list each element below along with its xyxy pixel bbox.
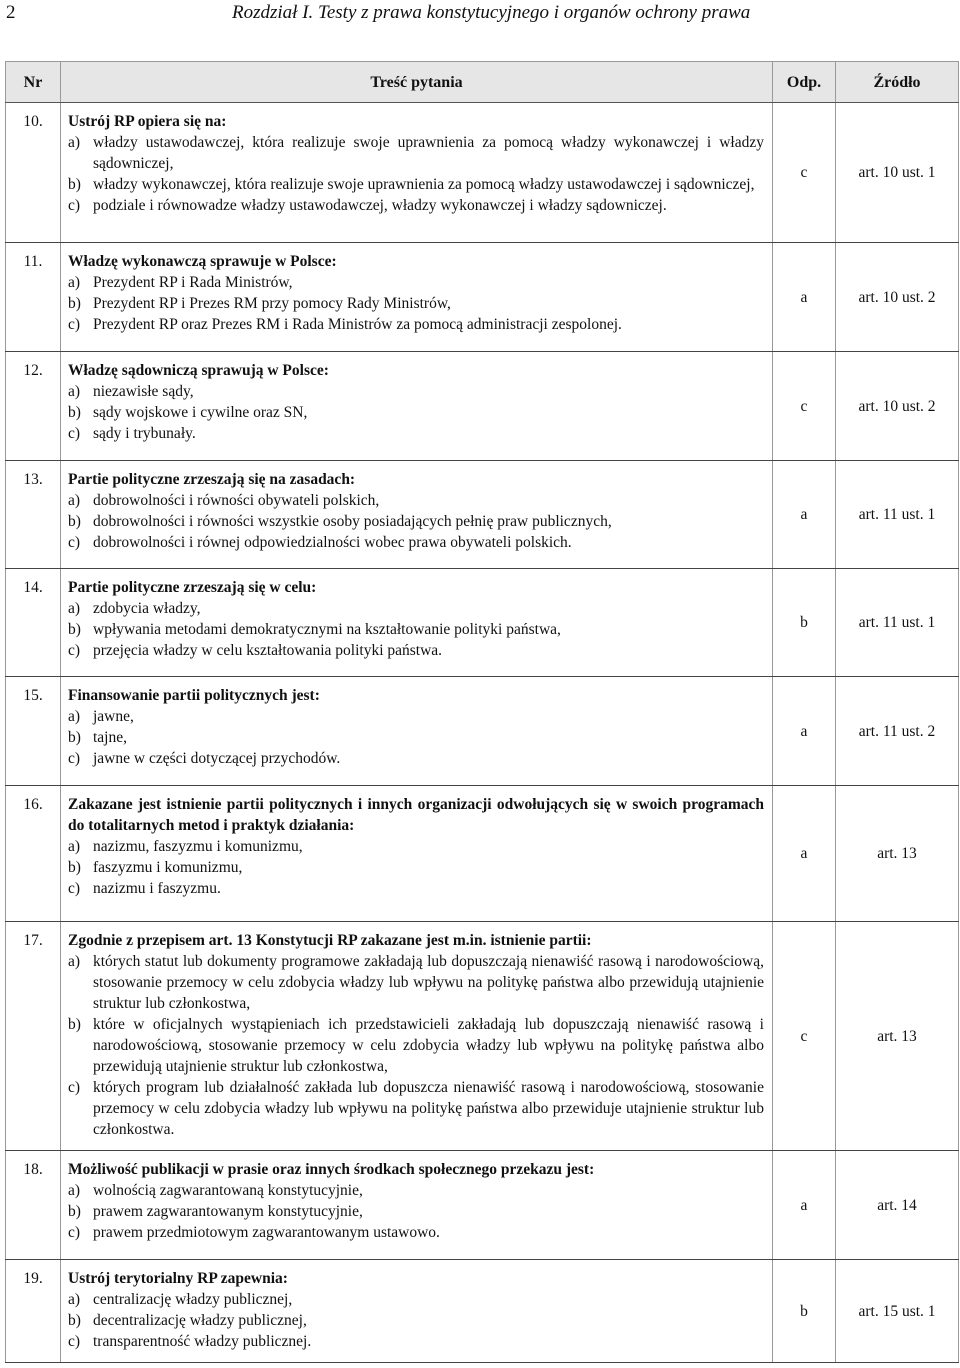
option-text: Prezydent RP i Rada Ministrów, [93, 274, 293, 291]
option-letter: a) [68, 383, 81, 400]
option-letter: b) [68, 404, 81, 421]
answer-option [68, 174, 764, 195]
answer-option [68, 532, 764, 553]
answer-key: b [773, 1260, 836, 1363]
option-letter: c) [68, 880, 81, 897]
table-row [6, 1260, 959, 1363]
question-number: 16. [6, 786, 61, 922]
question-text: Ustrój terytorialny RP zapewnia: [68, 1270, 288, 1287]
question-text: Finansowanie partii politycznych jest: [68, 687, 320, 704]
answer-option [68, 951, 764, 1014]
answer-key: a [773, 786, 836, 922]
option-letter: b) [68, 621, 81, 638]
option-text: niezawisłe sądy, [93, 383, 194, 400]
answer-option [68, 490, 764, 511]
option-text: przejęcia władzy w celu kształtowania polityki państwa. [93, 642, 443, 659]
option-text: zdobycia władzy, [93, 600, 201, 617]
option-letter: b) [68, 513, 81, 530]
option-letter: c) [68, 197, 81, 214]
answer-key: a [773, 461, 836, 569]
option-text: prawem zagwarantowanym konstytucyjnie, [93, 1203, 363, 1220]
source-reference: art. 10 ust. 2 [836, 243, 959, 352]
source-reference: art. 15 ust. 1 [836, 1260, 959, 1363]
option-text: jawne w części dotyczącej przychodów. [93, 750, 341, 767]
answer-option [68, 727, 764, 748]
question-text: Partie polityczne zrzeszają się na zasadach: [68, 471, 356, 488]
answer-option [68, 195, 764, 216]
header-row [6, 62, 959, 103]
option-text: decentralizację władzy publicznej, [93, 1312, 307, 1329]
question-number: 12. [6, 352, 61, 461]
source-reference: art. 10 ust. 1 [836, 103, 959, 243]
source-reference: art. 13 [836, 786, 959, 922]
questions-table [5, 61, 959, 1363]
answer-option [68, 1310, 764, 1331]
question-number: 13. [6, 461, 61, 569]
option-letter: a) [68, 600, 81, 617]
option-text: władzy wykonawczej, która realizuje swoje uprawnienia za pomocą władzy ustawodawczej i sądowniczej, [93, 176, 755, 193]
answer-option [68, 878, 764, 899]
page-header [0, 0, 960, 34]
answer-option [68, 836, 764, 857]
option-letter: a) [68, 953, 81, 970]
source-reference: art. 10 ust. 2 [836, 352, 959, 461]
option-letter: c) [68, 1333, 81, 1350]
source-reference: art. 11 ust. 1 [836, 461, 959, 569]
question-text: Ustrój RP opiera się na: [68, 113, 227, 130]
option-letter: b) [68, 729, 81, 746]
answer-option [68, 423, 764, 444]
answer-option [68, 706, 764, 727]
answer-key: a [773, 677, 836, 786]
question-cell [61, 352, 773, 461]
option-letter: a) [68, 274, 81, 291]
running-head: Rozdział I. Testy z prawa konstytucyjnego i organów ochrony prawa [232, 2, 751, 23]
answer-option [68, 1331, 764, 1352]
option-letter: c) [68, 425, 81, 442]
question-cell [61, 1151, 773, 1260]
answer-option [68, 511, 764, 532]
option-letter: b) [68, 176, 81, 193]
option-letter: b) [68, 859, 81, 876]
table-row [6, 1151, 959, 1260]
answer-option [68, 132, 764, 174]
option-text: transparentność władzy publicznej. [93, 1333, 312, 1350]
answer-key: c [773, 352, 836, 461]
option-text: dobrowolności i równej odpowiedzialności wobec prawa obywateli polskich. [93, 534, 572, 551]
option-letter: c) [68, 316, 81, 333]
option-letter: c) [68, 534, 81, 551]
option-letter: b) [68, 1016, 81, 1033]
source-reference: art. 14 [836, 1151, 959, 1260]
answer-option [68, 1014, 764, 1077]
option-letter: c) [68, 642, 81, 659]
answer-option [68, 272, 764, 293]
question-number: 11. [6, 243, 61, 352]
answer-option [68, 1289, 764, 1310]
option-text: nazizmu i faszyzmu. [93, 880, 221, 897]
column-header-answer: Odp. [773, 62, 836, 103]
option-letter: b) [68, 295, 81, 312]
table-row [6, 569, 959, 677]
table-body [6, 103, 959, 1363]
option-text: prawem przedmiotowym zagwarantowanym ustawowo. [93, 1224, 440, 1241]
answer-option [68, 293, 764, 314]
option-text: centralizację władzy publicznej, [93, 1291, 293, 1308]
option-text: nazizmu, faszyzmu i komunizmu, [93, 838, 303, 855]
option-letter: a) [68, 492, 81, 509]
answer-key: a [773, 243, 836, 352]
option-text: Prezydent RP i Prezes RM przy pomocy Rady Ministrów, [93, 295, 451, 312]
question-number: 15. [6, 677, 61, 786]
source-reference: art. 11 ust. 1 [836, 569, 959, 677]
answer-key: b [773, 569, 836, 677]
answer-option [68, 619, 764, 640]
answer-option [68, 1077, 764, 1140]
option-text: Prezydent RP oraz Prezes RM i Rada Ministrów za pomocą administracji zespolonej. [93, 316, 622, 333]
column-header-nr: Nr [6, 62, 61, 103]
source-reference: art. 13 [836, 922, 959, 1151]
answer-option [68, 640, 764, 661]
column-header-source: Źródło [836, 62, 959, 103]
answer-option [68, 1201, 764, 1222]
answer-option [68, 1222, 764, 1243]
table-row [6, 103, 959, 243]
question-number: 18. [6, 1151, 61, 1260]
answer-option [68, 857, 764, 878]
question-cell [61, 569, 773, 677]
option-text: jawne, [93, 708, 134, 725]
option-letter: c) [68, 1079, 81, 1096]
option-letter: a) [68, 708, 81, 725]
option-text: sądy wojskowe i cywilne oraz SN, [93, 404, 308, 421]
option-letter: a) [68, 1182, 81, 1199]
question-text: Partie polityczne zrzeszają się w celu: [68, 579, 317, 596]
question-number: 10. [6, 103, 61, 243]
answer-key: c [773, 103, 836, 243]
answer-key: a [773, 1151, 836, 1260]
question-text: Zgodnie z przepisem art. 13 Konstytucji RP zakazane jest m.in. istnienie partii: [68, 932, 592, 949]
table-header [6, 62, 959, 103]
option-text: wpływania metodami demokratycznymi na kształtowanie polityki państwa, [93, 621, 561, 638]
answer-option [68, 402, 764, 423]
question-text: Władzę wykonawczą sprawuje w Polsce: [68, 253, 337, 270]
option-text: które w oficjalnych wystąpieniach ich przedstawicieli zakładają lub dopuszczają nienawiść rasową i narodowościową, stosowanie przemocy w celu zdobycia władzy lub wpływu na politykę państwa albo przewidują utajnienie struktur lub członkostwa, [93, 1016, 764, 1075]
question-text: Zakazane jest istnienie partii politycznych i innych organizacji odwołujących się w swoich programach do totalitarnych metod i praktyk działania: [68, 796, 764, 834]
question-cell [61, 461, 773, 569]
question-number: 17. [6, 922, 61, 1151]
option-letter: b) [68, 1312, 81, 1329]
answer-key: c [773, 922, 836, 1151]
question-text: Władzę sądowniczą sprawują w Polsce: [68, 362, 329, 379]
question-cell [61, 677, 773, 786]
option-letter: a) [68, 838, 81, 855]
question-cell [61, 786, 773, 922]
table-row [6, 922, 959, 1151]
question-cell [61, 1260, 773, 1363]
option-text: władzy ustawodawczej, która realizuje swoje uprawnienia za pomocą władzy wykonawczej i władzy sądowniczej, [93, 134, 764, 172]
option-text: dobrowolności i równości obywateli polskich, [93, 492, 380, 509]
page-number: 2 [6, 2, 16, 23]
option-text: tajne, [93, 729, 127, 746]
question-cell [61, 243, 773, 352]
table-row [6, 461, 959, 569]
question-cell [61, 922, 773, 1151]
answer-option [68, 748, 764, 769]
option-text: faszyzmu i komunizmu, [93, 859, 243, 876]
option-letter: c) [68, 1224, 81, 1241]
answer-option [68, 598, 764, 619]
table-row [6, 243, 959, 352]
answer-option [68, 381, 764, 402]
option-text: sądy i trybunały. [93, 425, 196, 442]
option-letter: b) [68, 1203, 81, 1220]
question-text: Możliwość publikacji w prasie oraz innych środkach społecznego przekazu jest: [68, 1161, 595, 1178]
option-letter: c) [68, 750, 81, 767]
option-letter: a) [68, 1291, 81, 1308]
option-text: których statut lub dokumenty programowe zakładają lub dopuszczają nienawiść rasową i narodowościową, stosowanie przemocy w celu zdobycia władzy lub wpływu na politykę państwa albo przewidują utajnienie struktur lub członkostwa, [93, 953, 764, 1012]
option-text: których program lub działalność zakłada lub dopuszcza nienawiść rasową i narodowościową, stosowanie przemocy w celu zdobycia władzy lub wpływu na politykę państwa albo przewiduje utajnienie struktur lub członkostwa. [93, 1079, 764, 1138]
question-number: 19. [6, 1260, 61, 1363]
column-header-question: Treść pytania [61, 62, 773, 103]
table-row [6, 786, 959, 922]
answer-option [68, 1180, 764, 1201]
question-number: 14. [6, 569, 61, 677]
option-text: dobrowolności i równości wszystkie osoby posiadających pełnię praw publicznych, [93, 513, 612, 530]
source-reference: art. 11 ust. 2 [836, 677, 959, 786]
option-letter: a) [68, 134, 81, 151]
option-text: podziale i równowadze władzy ustawodawczej, władzy wykonawczej i władzy sądowniczej. [93, 197, 667, 214]
table-row [6, 352, 959, 461]
question-cell [61, 103, 773, 243]
option-text: wolnością zagwarantowaną konstytucyjnie, [93, 1182, 363, 1199]
table-row [6, 677, 959, 786]
answer-option [68, 314, 764, 335]
